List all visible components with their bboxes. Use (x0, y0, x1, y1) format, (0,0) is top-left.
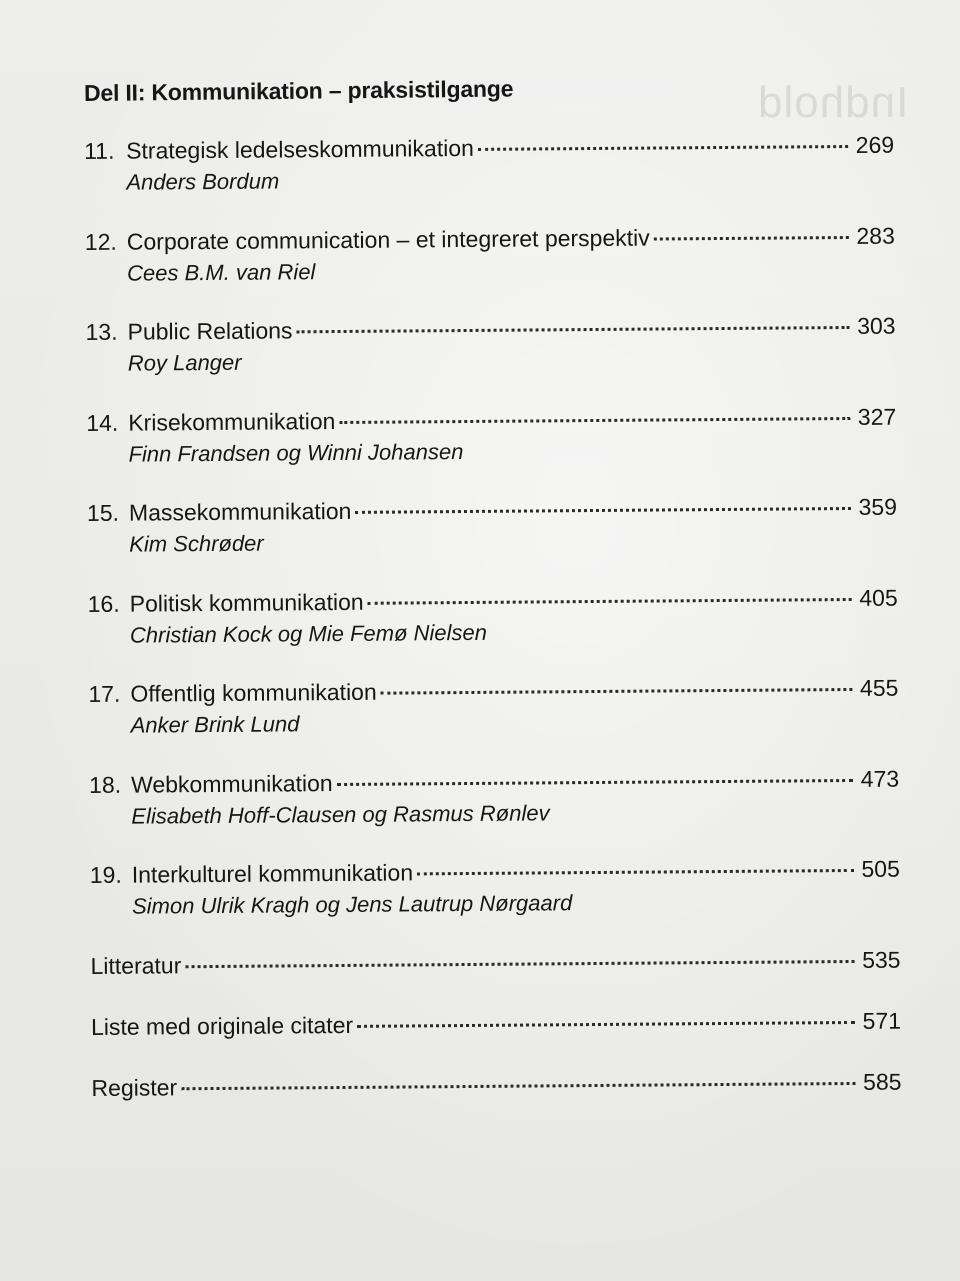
page-number: 283 (856, 222, 895, 249)
chapter-title: Webkommunikation (131, 769, 333, 798)
dot-leader (368, 597, 852, 604)
toc-entry-register (91, 1064, 901, 1131)
dot-leader (339, 416, 850, 423)
dot-leader (417, 869, 854, 875)
section-heading: Del II: Kommunikation – praksistilgange (83, 75, 514, 106)
entry-title: Register (91, 1073, 178, 1101)
chapter-number: 11. (84, 137, 115, 164)
chapter-author: Cees B.M. van Riel (126, 258, 316, 286)
dot-leader (357, 1020, 855, 1027)
page-number: 585 (862, 1068, 902, 1095)
toc-entry-chapter-17 (88, 671, 899, 768)
chapter-author: Elisabeth Hoff-Clausen og Rasmus Rønlev (131, 799, 550, 829)
chapter-author: Anker Brink Lund (130, 711, 300, 738)
toc-entry-chapter-12 (85, 218, 896, 315)
chapter-author: Finn Frandsen og Winni Johansen (128, 438, 464, 467)
page-number: 359 (858, 493, 898, 520)
chapter-number: 17. (88, 680, 121, 707)
dot-leader (337, 778, 853, 785)
page-number: 473 (860, 765, 900, 792)
dot-leader (381, 688, 853, 695)
page-number: 405 (859, 584, 898, 611)
bleed-through-text: Indhold (756, 78, 908, 127)
chapter-author: Roy Langer (127, 349, 242, 376)
toc-entry-originale-citater (91, 1003, 901, 1070)
chapter-title: Massekommunikation (128, 497, 352, 526)
page-number: 505 (861, 855, 900, 882)
entry-title: Liste med originale citater (90, 1011, 354, 1040)
dot-leader (185, 959, 854, 967)
chapter-author: Anders Bordum (126, 168, 280, 195)
dot-leader (654, 235, 849, 240)
chapter-number: 15. (86, 499, 120, 526)
chapter-number: 16. (87, 590, 120, 617)
table-of-contents (84, 128, 902, 1132)
toc-entry-chapter-18 (89, 761, 900, 858)
chapter-number: 18. (89, 771, 122, 798)
chapter-author: Christian Kock og Mie Femø Nielsen (129, 619, 488, 648)
page-number: 535 (862, 946, 901, 973)
page-number: 327 (857, 403, 897, 430)
chapter-title: Strategisk ledelseskommunikation (126, 134, 474, 164)
chapter-title: Public Relations (127, 317, 293, 345)
chapter-title: Interkulturel kommunikation (131, 859, 414, 888)
chapter-title: Politisk kommunikation (129, 588, 364, 617)
chapter-author: Simon Ulrik Kragh og Jens Lautrup Nørgaard (131, 890, 573, 919)
toc-entry-chapter-13 (85, 309, 896, 406)
page-number: 571 (862, 1007, 902, 1034)
dot-leader (478, 145, 848, 151)
entry-title: Litteratur (90, 951, 182, 979)
chapter-number: 19. (89, 861, 122, 888)
dot-leader (355, 507, 851, 514)
toc-entry-chapter-11 (84, 128, 895, 225)
page-number: 303 (857, 312, 896, 339)
chapter-number: 12. (84, 228, 117, 255)
toc-entry-litteratur (90, 942, 900, 1009)
chapter-title: Offentlig kommunikation (130, 678, 377, 707)
toc-entry-chapter-14 (86, 399, 897, 496)
page-number: 455 (859, 674, 899, 701)
dot-leader (181, 1081, 855, 1089)
toc-entry-chapter-19 (90, 852, 901, 949)
chapter-number: 14. (86, 409, 119, 436)
toc-entry-chapter-15 (87, 490, 898, 587)
toc-entry-chapter-16 (88, 580, 899, 677)
chapter-author: Kim Schrøder (129, 530, 264, 557)
chapter-number: 13. (85, 318, 118, 345)
page-number: 269 (855, 131, 895, 158)
chapter-title: Corporate communication – et integreret perspektiv (126, 224, 650, 255)
chapter-title: Krisekommunikation (128, 407, 336, 436)
dot-leader (296, 326, 849, 333)
